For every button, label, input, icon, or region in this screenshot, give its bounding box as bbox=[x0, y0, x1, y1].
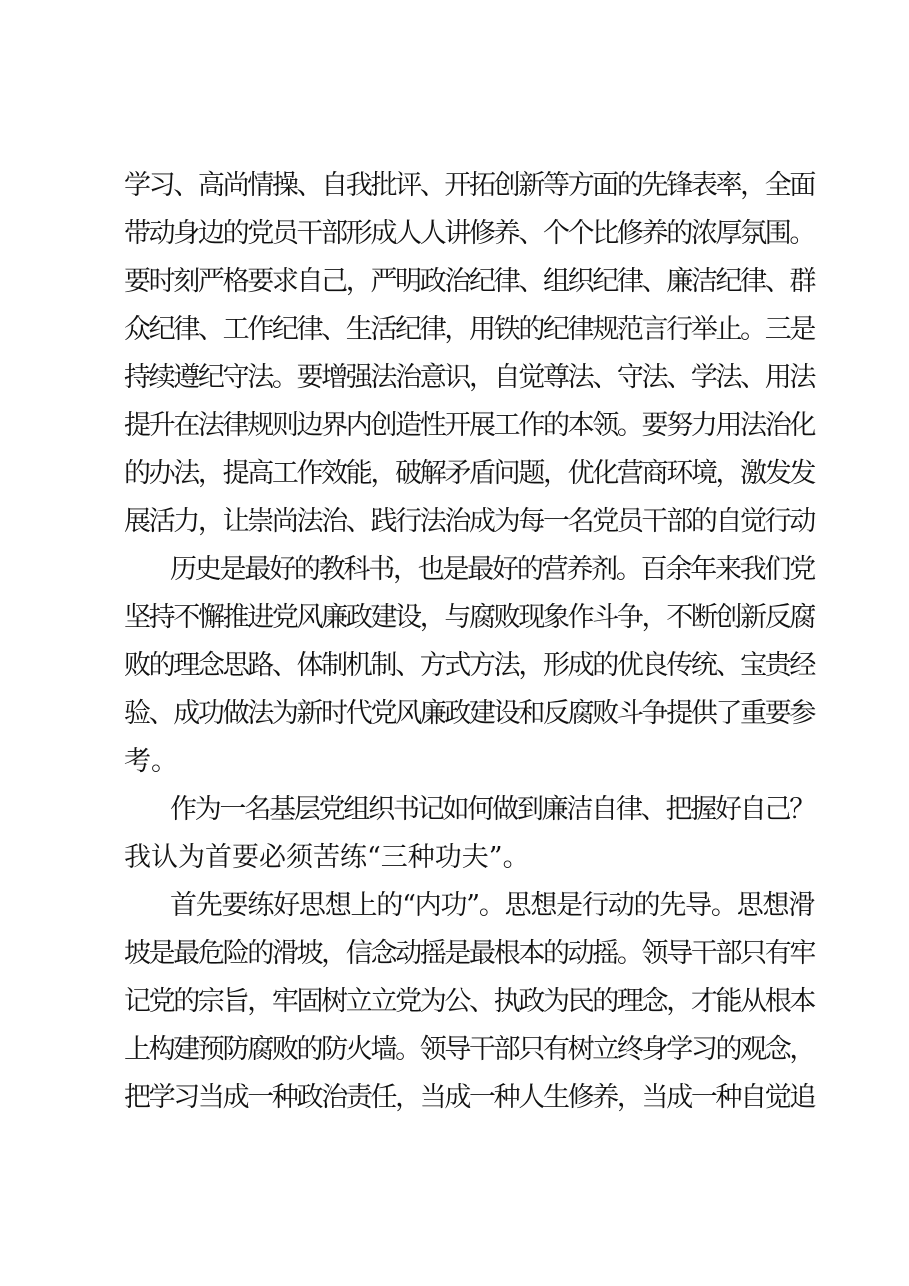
text-line-11: 败的理念思路、体制机制、方式方法，形成的优良传统、宝贵经 bbox=[124, 650, 814, 681]
text-line-17: 坡是最危险的滑坡，信念动摇是最根本的动摇。领导干部只有牢 bbox=[124, 938, 814, 969]
text-line-7: 的办法，提高工作效能，破解矛盾问题，优化营商环境，激发发 bbox=[124, 458, 814, 489]
text-line-1: 学习、高尚情操、自我批评、开拓创新等方面的先锋表率，全面 bbox=[124, 170, 814, 201]
text-line-13: 考。 bbox=[124, 746, 178, 777]
text-line-15: 我认为首要必须苦练“三种功夫”。 bbox=[124, 842, 530, 873]
text-line-14: 作为一名基层党组织书记如何做到廉洁自律、把握好自己？ bbox=[170, 794, 814, 825]
text-line-19: 上构建预防腐败的防火墙。领导干部只有树立终身学习的观念， bbox=[124, 1034, 814, 1065]
text-line-18: 记党的宗旨，牢固树立立党为公、执政为民的理念，才能从根本 bbox=[124, 986, 814, 1017]
text-line-10: 坚持不懈推进党风廉政建设，与腐败现象作斗争，不断创新反腐 bbox=[124, 602, 814, 633]
text-line-3: 要时刻严格要求自己，严明政治纪律、组织纪律、廉洁纪律、群 bbox=[124, 266, 814, 297]
text-line-16: 首先要练好思想上的“内功”。思想是行动的先导。思想滑 bbox=[170, 890, 814, 921]
text-line-20: 把学习当成一种政治责任，当成一种人生修养，当成一种自觉追 bbox=[124, 1082, 814, 1113]
text-line-5: 持续遵纪守法。要增强法治意识，自觉尊法、守法、学法、用法 bbox=[124, 362, 814, 393]
text-line-6: 提升在法律规则边界内创造性开展工作的本领。要努力用法治化 bbox=[124, 410, 814, 441]
text-line-4: 众纪律、工作纪律、生活纪律，用铁的纪律规范言行举止。三是 bbox=[124, 314, 814, 345]
text-line-12: 验、成功做法为新时代党风廉政建设和反腐败斗争提供了重要参 bbox=[124, 698, 814, 729]
text-line-2: 带动身边的党员干部形成人人讲修养、个个比修养的浓厚氛围。 bbox=[124, 218, 814, 249]
text-line-8: 展活力，让崇尚法治、践行法治成为每一名党员干部的自觉行动 bbox=[124, 506, 814, 537]
document-body bbox=[124, 162, 814, 1122]
text-line-9: 历史是最好的教科书，也是最好的营养剂。百余年来我们党 bbox=[170, 554, 814, 585]
